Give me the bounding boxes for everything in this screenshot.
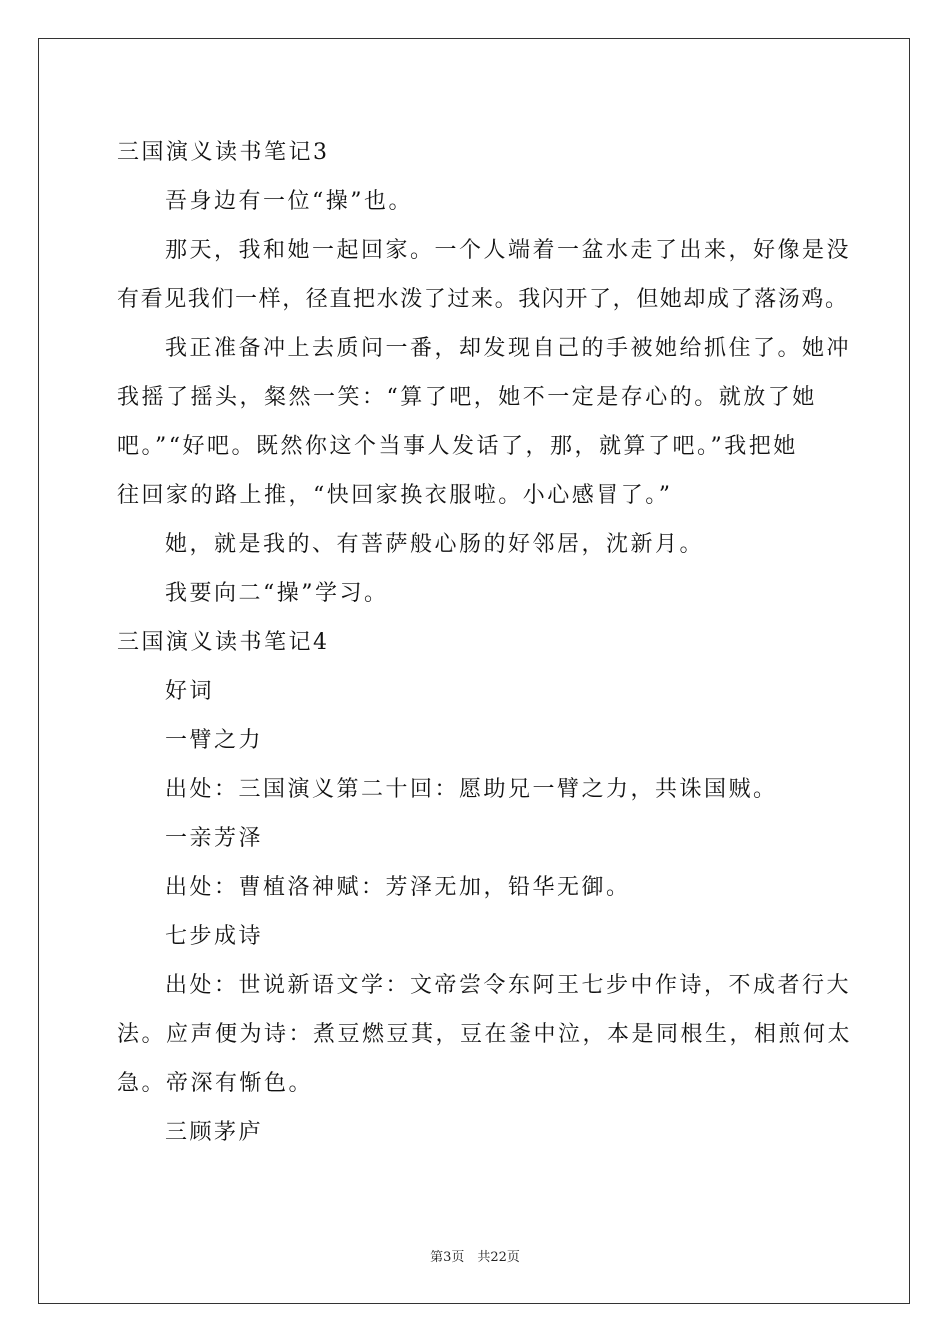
idiom-source: 出处：曹植洛神赋：芳泽无加，铅华无御。 — [165, 875, 631, 900]
page-number-footer: 第3页 共22页 — [430, 1250, 520, 1265]
paragraph-line: 吾身边有一位“操”也。 — [165, 189, 413, 214]
idiom-term: 三顾茅庐 — [165, 1120, 264, 1145]
idiom-source-continued: 急。帝深有惭色。 — [117, 1071, 314, 1096]
paragraph-line: 她，就是我的、有菩萨般心肠的好邻居，沈新月。 — [165, 532, 705, 557]
paragraph-line: 往回家的路上推，“快回家换衣服啦。小心感冒了。” — [117, 483, 673, 508]
section-label: 好词 — [165, 679, 215, 704]
paragraph-line: 吧。”“好吧。既然你这个当事人发话了，那，就算了吧。”我把她 — [117, 434, 798, 459]
heading-notes-4: 三国演义读书笔记4 — [117, 630, 330, 655]
idiom-term: 一亲芳泽 — [165, 826, 264, 851]
document-body — [117, 128, 853, 1157]
idiom-term: 七步成诗 — [165, 924, 264, 949]
paragraph-line: 我摇了摇头，粲然一笑：“算了吧，她不一定是存心的。就放了她 — [117, 385, 817, 410]
paragraph-line: 那天，我和她一起回家。一个人端着一盆水走了出来，好像是没 — [165, 238, 852, 263]
idiom-source: 出处：世说新语文学：文帝尝令东阿王七步中作诗，不成者行大 — [165, 973, 852, 998]
paragraph-line: 我正准备冲上去质问一番，却发现自己的手被她给抓住了。她冲 — [165, 336, 852, 361]
heading-notes-3: 三国演义读书笔记3 — [117, 140, 330, 165]
idiom-source: 出处：三国演义第二十回：愿助兄一臂之力，共诛国贼。 — [165, 777, 778, 802]
idiom-term: 一臂之力 — [165, 728, 264, 753]
paragraph-line: 有看见我们一样，径直把水泼了过来。我闪开了，但她却成了落汤鸡。 — [117, 287, 849, 312]
paragraph-line: 我要向二“操”学习。 — [165, 581, 389, 606]
idiom-source-continued: 法。应声便为诗：煮豆燃豆萁，豆在釜中泣，本是同根生，相煎何太 — [117, 1022, 853, 1047]
